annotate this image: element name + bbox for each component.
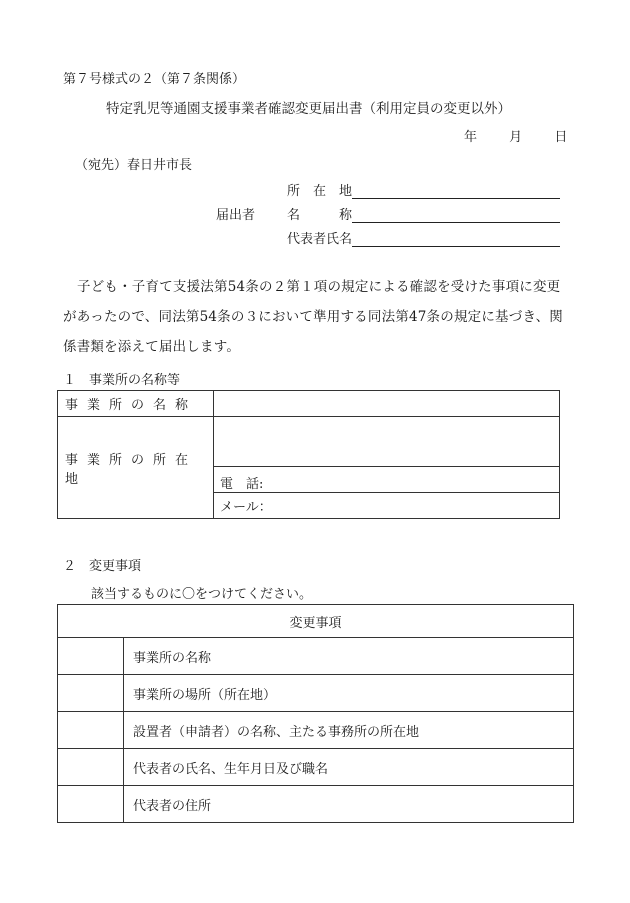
applicant-address-label: 所 在 地	[287, 184, 353, 199]
date-year-label: 年	[464, 130, 478, 145]
facility-address-value[interactable]	[214, 417, 560, 467]
applicant-label: 届出者	[216, 208, 256, 223]
applicant-address-row[interactable]	[287, 180, 560, 199]
facility-address-label: 事業所の所在地	[58, 417, 214, 519]
applicant-name-line[interactable]	[352, 208, 560, 223]
change-item-check-1[interactable]	[58, 638, 124, 675]
change-item-label-1: 事業所の名称	[124, 638, 574, 675]
applicant-address-line[interactable]	[352, 184, 560, 199]
facility-mail-label: メール：	[220, 500, 272, 515]
document-title: 特定乳児等通園支援事業者確認変更届出書（利用定員の変更以外）	[106, 101, 511, 117]
facility-phone-label: 電 話:	[220, 477, 264, 492]
date-month-label: 月	[509, 130, 523, 145]
facility-name-label: 事業所の名称	[58, 391, 214, 417]
change-item-check-4[interactable]	[58, 749, 124, 786]
date-day-label: 日	[554, 130, 568, 145]
change-items-header: 変更事項	[58, 605, 574, 638]
section2-heading: ２ 変更事項	[63, 559, 142, 574]
facility-mail-field[interactable]	[214, 493, 560, 519]
section1-heading: １ 事業所の名称等	[63, 373, 181, 388]
change-items-table	[57, 604, 574, 823]
date-field	[464, 126, 567, 145]
applicant-rep-row[interactable]	[287, 228, 560, 247]
form-number: 第７号様式の２（第７条関係）	[63, 72, 246, 87]
change-item-label-3: 設置者（申請者）の名称、主たる事務所の所在地	[124, 712, 574, 749]
change-item-check-2[interactable]	[58, 675, 124, 712]
facility-phone-field[interactable]	[214, 467, 560, 493]
change-item-label-4: 代表者の氏名、生年月日及び職名	[124, 749, 574, 786]
change-item-check-5[interactable]	[58, 786, 124, 823]
applicant-rep-label: 代表者氏名	[287, 232, 353, 247]
addressee: （宛先）春日井市長	[75, 158, 193, 173]
section2-instruction: 該当するものに〇をつけてください。	[91, 587, 313, 602]
body-paragraph: 子ども・子育て支援法第54条の２第１項の規定による確認を受けた事項に変更があったので、同法第54条の３において準用する同法第47条の規定に基づき、関係書類を添えて届出します。	[63, 279, 564, 355]
change-item-label-5: 代表者の住所	[124, 786, 574, 823]
change-item-check-3[interactable]	[58, 712, 124, 749]
facility-table	[57, 390, 560, 519]
applicant-rep-line[interactable]	[352, 232, 560, 247]
applicant-name-row[interactable]	[287, 204, 560, 223]
applicant-name-label: 名 称	[287, 208, 353, 223]
change-item-label-2: 事業所の場所（所在地）	[124, 675, 574, 712]
facility-name-value[interactable]	[214, 391, 560, 417]
